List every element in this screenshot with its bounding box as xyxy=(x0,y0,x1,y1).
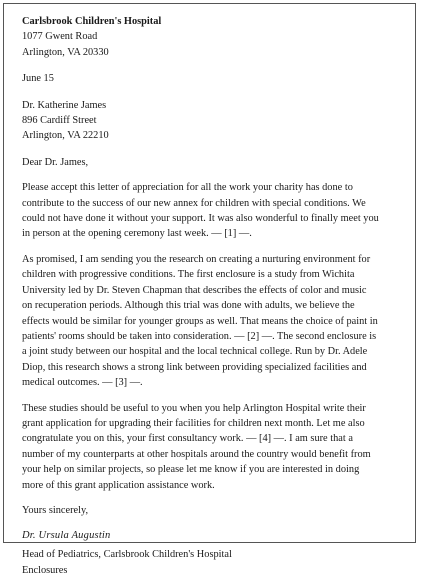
paragraph-line: could not have done it without your support. It was also wonderful to finally meet you xyxy=(22,213,379,225)
paragraph-line: Diop, this research shows a strong link between providing specialized facilities and xyxy=(22,361,367,373)
letter-page xyxy=(3,3,416,576)
sender-address-line-2: Arlington, VA 20330 xyxy=(22,46,109,58)
salutation-text: Dear Dr. James, xyxy=(22,156,89,168)
signer-block xyxy=(22,547,405,578)
paragraph-line: effects would be similar for younger groups as well. That means the choice of paint in xyxy=(22,315,378,327)
signature xyxy=(22,528,405,543)
paragraph-line: children with progressive conditions. The first enclosure is a study from Wichita xyxy=(22,269,355,281)
closing xyxy=(22,503,405,518)
recipient-address-line-2: Arlington, VA 22210 xyxy=(22,130,109,142)
paragraph-line: University led by Dr. Steven Chapman that describes the effects of color and music xyxy=(22,284,367,296)
enclosures-note: Enclosures xyxy=(22,564,68,576)
recipient-address-line-1: 896 Cardiff Street xyxy=(22,115,97,127)
salutation xyxy=(22,155,405,170)
body-paragraph-2 xyxy=(22,252,405,391)
closing-text: Yours sincerely, xyxy=(22,504,89,516)
paragraph-line: As promised, I am sending you the research on creating a nurturing environment for xyxy=(22,253,371,265)
signature-text: Dr. Ursula Augustin xyxy=(22,530,111,542)
signer-title: Head of Pediatrics, Carlsbrook Children's Hospital xyxy=(22,549,232,561)
letter-date xyxy=(22,71,405,86)
sender-address-line-1: 1077 Gwent Road xyxy=(22,31,98,43)
paragraph-line: These studies should be useful to you when you help Arlington Hospital write their xyxy=(22,402,366,414)
paragraph-line: number of my counterparts at other hospitals around the country would benefit from xyxy=(22,448,371,460)
paragraph-line: on recuperation periods. Although this trial was done with adults, we believe the xyxy=(22,300,355,312)
recipient-block xyxy=(22,98,405,144)
recipient-name: Dr. Katherine James xyxy=(22,99,107,111)
paragraph-line: in person at the opening ceremony last week. — [1] —. xyxy=(22,228,252,240)
paragraph-line: your help on similar projects, so please let me know if you are interested in doing xyxy=(22,464,360,476)
paragraph-line: grant application for upgrading their facilities for children next month. Let me also xyxy=(22,417,365,429)
paragraph-line: Please accept this letter of appreciation for all the work your charity has done to xyxy=(22,182,353,194)
paragraph-line: congratulate you on this, your first consultancy work. — [4] —. I am sure that a xyxy=(22,433,353,445)
sender-block xyxy=(22,14,405,60)
paragraph-line: contribute to the success of our new annex for children with special conditions. We xyxy=(22,197,366,209)
paragraph-line: a joint study between our hospital and the local technical college. Run by Dr. Adele xyxy=(22,346,368,358)
date-text: June 15 xyxy=(22,73,54,85)
sender-organization: Carlsbrook Children's Hospital xyxy=(22,16,162,27)
paragraph-line: patients' rooms should be taken into consideration. — [2] —. The second enclosure is xyxy=(22,330,377,342)
body-paragraph-3 xyxy=(22,401,405,493)
paragraph-line: more of this grant application assistance work. xyxy=(22,479,215,491)
paragraph-line: medical outcomes. — [3] —. xyxy=(22,377,143,389)
body-paragraph-1 xyxy=(22,180,405,242)
